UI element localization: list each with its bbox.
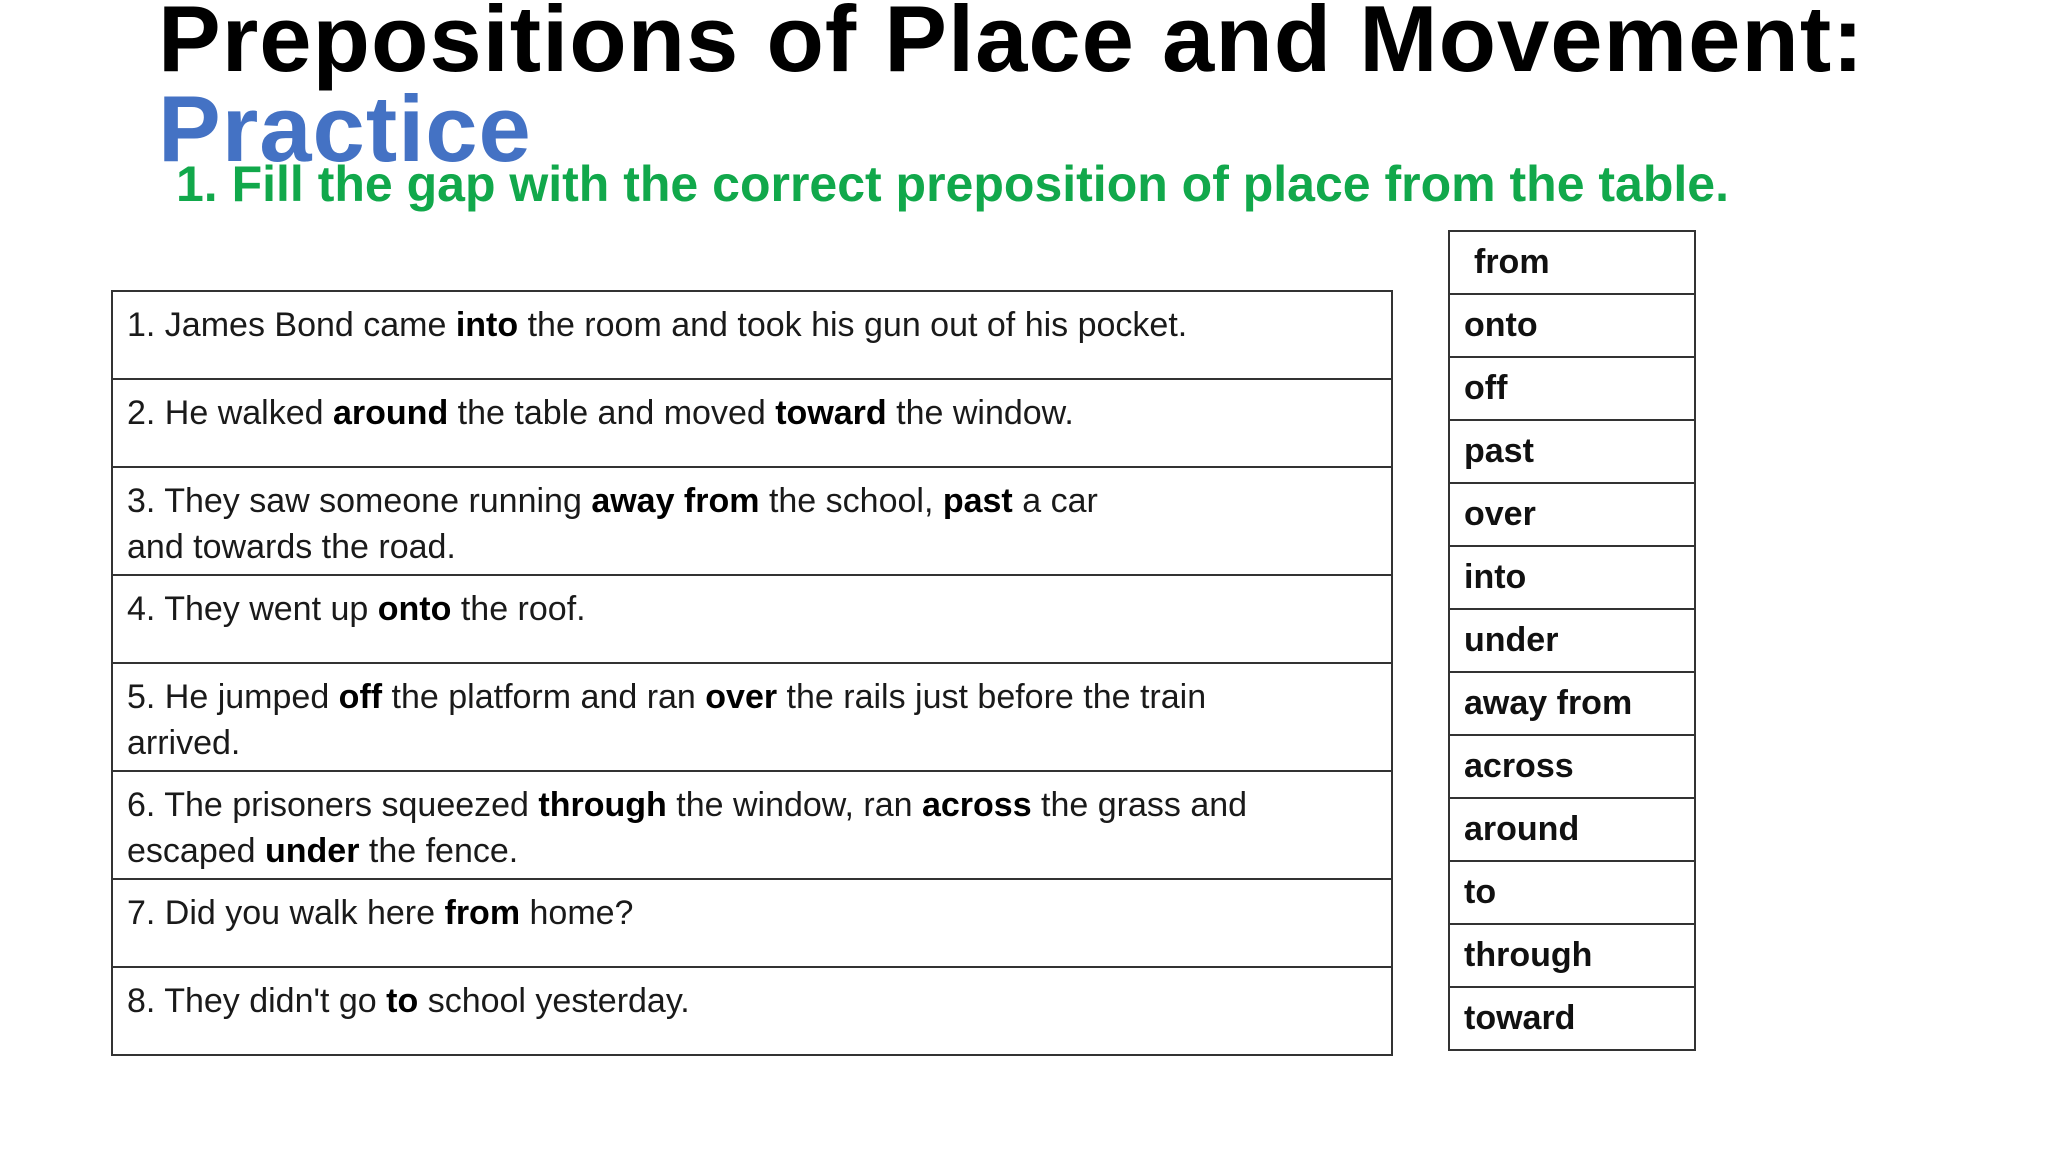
preposition-highlight: from [444,894,521,932]
sentence-row [112,879,1392,967]
exercise-instruction: 1. Fill the gap with the correct preposition of place from the table. [176,156,1729,212]
sentence-text: the window, ran [666,786,922,824]
sentence-text: 6. The prisoners squeezed [127,786,539,824]
sentence-text: 4. They went up [127,590,378,628]
word-bank-item: over [1449,483,1695,546]
word-bank-item: off [1449,357,1695,420]
sentence-text: a car [1012,482,1098,520]
word-bank-item: under [1449,609,1695,672]
word-bank-row [1449,798,1695,861]
preposition-highlight: onto [377,590,452,628]
word-bank-item: from [1449,231,1695,294]
sentence-row [112,967,1392,1055]
sentence-row [112,291,1392,379]
preposition-highlight: past [942,482,1013,520]
sentence-text: 2. He walked [127,394,333,432]
word-bank-row [1449,987,1695,1050]
preposition-highlight: over [705,678,778,716]
sentence-row [112,379,1392,467]
word-bank-row [1449,735,1695,798]
preposition-highlight: into [455,306,519,344]
sentence-text: the room and took his gun out of his pocket. [518,306,1188,344]
sentence-cell [112,291,1392,379]
word-bank-item: past [1449,420,1695,483]
sentence-text: escaped [127,832,265,870]
sentence-text: 1. James Bond came [127,306,456,344]
slide-title-line1: Prepositions of Place and Movement: [158,0,1865,91]
sentence-cell [112,967,1392,1055]
sentence-cell [112,467,1392,575]
word-bank-row [1449,609,1695,672]
word-bank-row [1449,546,1695,609]
sentence-text: the grass and [1031,786,1248,824]
preposition-highlight: to [386,982,419,1020]
word-bank-row [1449,483,1695,546]
slide-title-line2: Practice [158,76,532,181]
sentence-text: and towards the road. [127,528,456,566]
sentence-text: the table and moved [448,394,776,432]
word-bank-row [1449,861,1695,924]
preposition-highlight: away from [591,482,760,520]
sentence-row [112,575,1392,663]
preposition-highlight: around [333,394,449,432]
sentence-text: school yesterday. [418,982,690,1020]
word-bank-item: into [1449,546,1695,609]
sentence-text: arrived. [127,724,241,762]
sentence-text: the window. [886,394,1074,432]
preposition-highlight: across [921,786,1032,824]
word-bank-row [1449,294,1695,357]
sentence-cell [112,379,1392,467]
sentence-text: home? [520,894,634,932]
word-bank-row [1449,420,1695,483]
word-bank-row [1449,231,1695,294]
word-bank-item: toward [1449,987,1695,1050]
sentence-cell [112,663,1392,771]
sentences-table [111,290,1393,1056]
preposition-highlight: under [265,832,360,870]
preposition-highlight: through [538,786,667,824]
word-bank-row [1449,672,1695,735]
word-bank-item: away from [1449,672,1695,735]
word-bank-item: across [1449,735,1695,798]
preposition-highlight: toward [775,394,887,432]
sentence-text: the platform and ran [382,678,706,716]
word-bank-item: to [1449,861,1695,924]
sentence-text: the school, [759,482,943,520]
word-bank-row [1449,924,1695,987]
sentence-text: the rails just before the train [777,678,1207,716]
sentence-row [112,467,1392,575]
sentence-text: the fence. [359,832,519,870]
sentence-text: 8. They didn't go [127,982,387,1020]
sentence-text: the roof. [451,590,586,628]
sentence-cell [112,879,1392,967]
sentence-text: 7. Did you walk here [127,894,445,932]
word-bank-item: around [1449,798,1695,861]
sentence-cell [112,575,1392,663]
sentence-cell [112,771,1392,879]
word-bank-item: onto [1449,294,1695,357]
word-bank-row [1449,357,1695,420]
sentence-row [112,663,1392,771]
sentence-row [112,771,1392,879]
preposition-highlight: off [338,678,383,716]
word-bank-item: through [1449,924,1695,987]
sentence-text: 5. He jumped [127,678,339,716]
sentence-text: 3. They saw someone running [127,482,592,520]
word-bank-table [1448,230,1696,1051]
